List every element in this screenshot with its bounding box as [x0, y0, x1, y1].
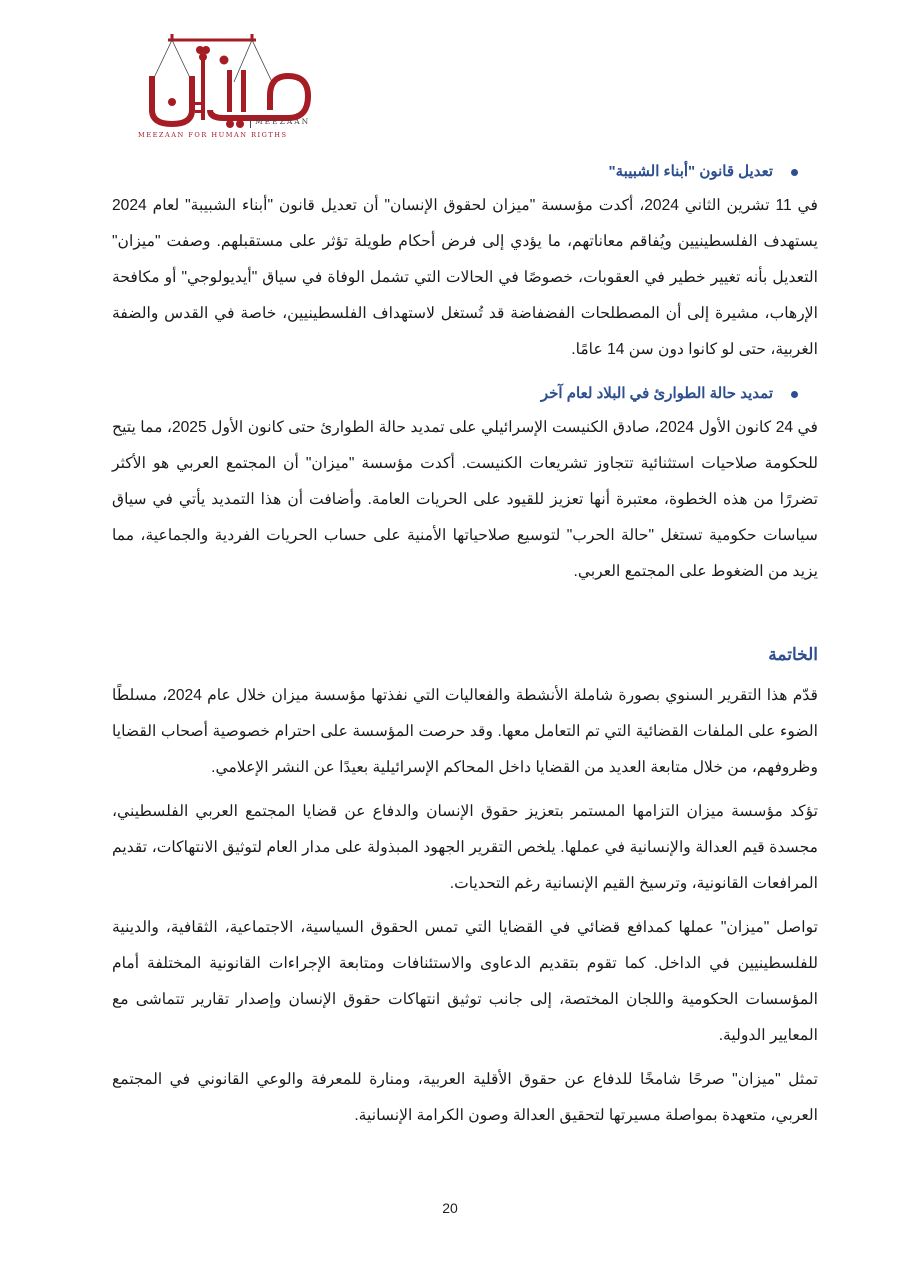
logo-english-row [250, 116, 318, 128]
conclusion-paragraph-4: تمثل "ميزان" صرحًا شامخًا للدفاع عن حقوق الأقلية العربية، ومنارة للمعرفة والوعي القانوني في المجتمع العربي، متعهدة بمواصلة مسيرتها لتحقيق العدالة وصون الكرامة الإنسانية. [112, 1071, 818, 1124]
main-content [112, 160, 818, 1134]
conclusion-paragraph-3: تواصل "ميزان" عملها كمدافع قضائي في القضايا التي تمس الحقوق السياسية، الاجتماعية، الثقافية، والدينية للفلسطينيين في الداخل. كما تقوم بتقديم الدعاوى والاستئنافات ومتابعة الإجراءات القانونية المختلفة أمام المؤسسات الحكومية واللجان المختصة، إلى جانب توثيق انتهاكات حقوق الإنسان وإصدار تقارير تتماشى مع المعايير الدولية. [112, 919, 818, 1044]
meezaan-logo [138, 30, 318, 140]
section-youth-law-body: في 11 تشرين الثاني 2024، أكدت مؤسسة "ميزان لحقوق الإنسان" أن تعديل قانون "أبناء الشبيبة" لعام 2024 يستهدف الفلسطينيين ويُفاقم معاناتهم، ما يؤدي إلى فرض أحكام طويلة تؤثر على مستقبلهم. وصفت "ميزان" التعديل بأنه تغيير خطير في العقوبات، خصوصًا في الحالات التي تشمل الوفاة في سياق "أيديولوجي" أو مكافحة الإرهاب، مشيرة إلى أن المصطلحات الفضفاضة قد تُستغل لاستهداف الفلسطينيين، خاصة في القدس والضفة الغربية، حتى لو كانوا دون سن 14 عامًا. [112, 197, 818, 358]
scales-key-logo-icon [138, 30, 318, 130]
heading-text: تمديد حالة الطوارئ في البلاد لعام آخر [540, 385, 773, 402]
logo-tagline: MEEZAAN FOR HUMAN RIGTHS [138, 131, 288, 139]
section-heading-emergency-extension [112, 382, 818, 406]
bullet-icon [791, 169, 798, 176]
conclusion-paragraph-1: قدّم هذا التقرير السنوي بصورة شاملة الأنشطة والفعاليات التي نفذتها مؤسسة ميزان خلال عام 2024، مسلطًا الضوء على الملفات القضائية التي تم التعامل معها. وقد حرصت المؤسسة على احترام خصوصية أصحاب القضايا وظروفهم، من خلال متابعة العديد من القضايا داخل المحاكم الإسرائيلية بعيدًا عن النشر الإعلامي. [112, 687, 819, 776]
conclusion-title: الخاتمة [768, 645, 818, 664]
section-heading-youth-law [112, 160, 818, 184]
section-emergency-body: في 24 كانون الأول 2024، صادق الكنيست الإسرائيلي على تمديد حالة الطوارئ حتى كانون الأول 2025، مما يتيح للحكومة صلاحيات استثنائية تتجاوز تشريعات الكنيست. أكدت مؤسسة "ميزان" أن المجتمع العربي هو الأكثر تضررًا من هذه الخطوة، معتبرة أنها تعزيز للقيود على الحريات العامة. وأضافت أن هذا التمديد يأتي في سياق سياسات حكومية تستغل "حالة الحرب" لتوسيع صلاحياتها الأمنية على حساب الحريات الفردية والجماعية، مما يزيد من الضغوط على المجتمع العربي. [112, 419, 818, 580]
page-number: 20 [442, 1200, 458, 1216]
logo-divider [250, 116, 251, 128]
logo-english-name: MEEZAAN [255, 117, 311, 126]
bullet-icon [791, 391, 798, 398]
heading-text: تعديل قانون "أبناء الشبيبة" [608, 163, 773, 180]
conclusion-paragraph-2: تؤكد مؤسسة ميزان التزامها المستمر بتعزيز حقوق الإنسان والدفاع عن قضايا المجتمع العربي الفلسطيني، مجسدة قيم العدالة والإنسانية في عملها. يلخص التقرير الجهود المبذولة على مدار العام لتوثيق الانتهاكات، تقديم المرافعات القانونية، وترسيخ القيم الإنسانية رغم التحديات. [112, 803, 818, 892]
